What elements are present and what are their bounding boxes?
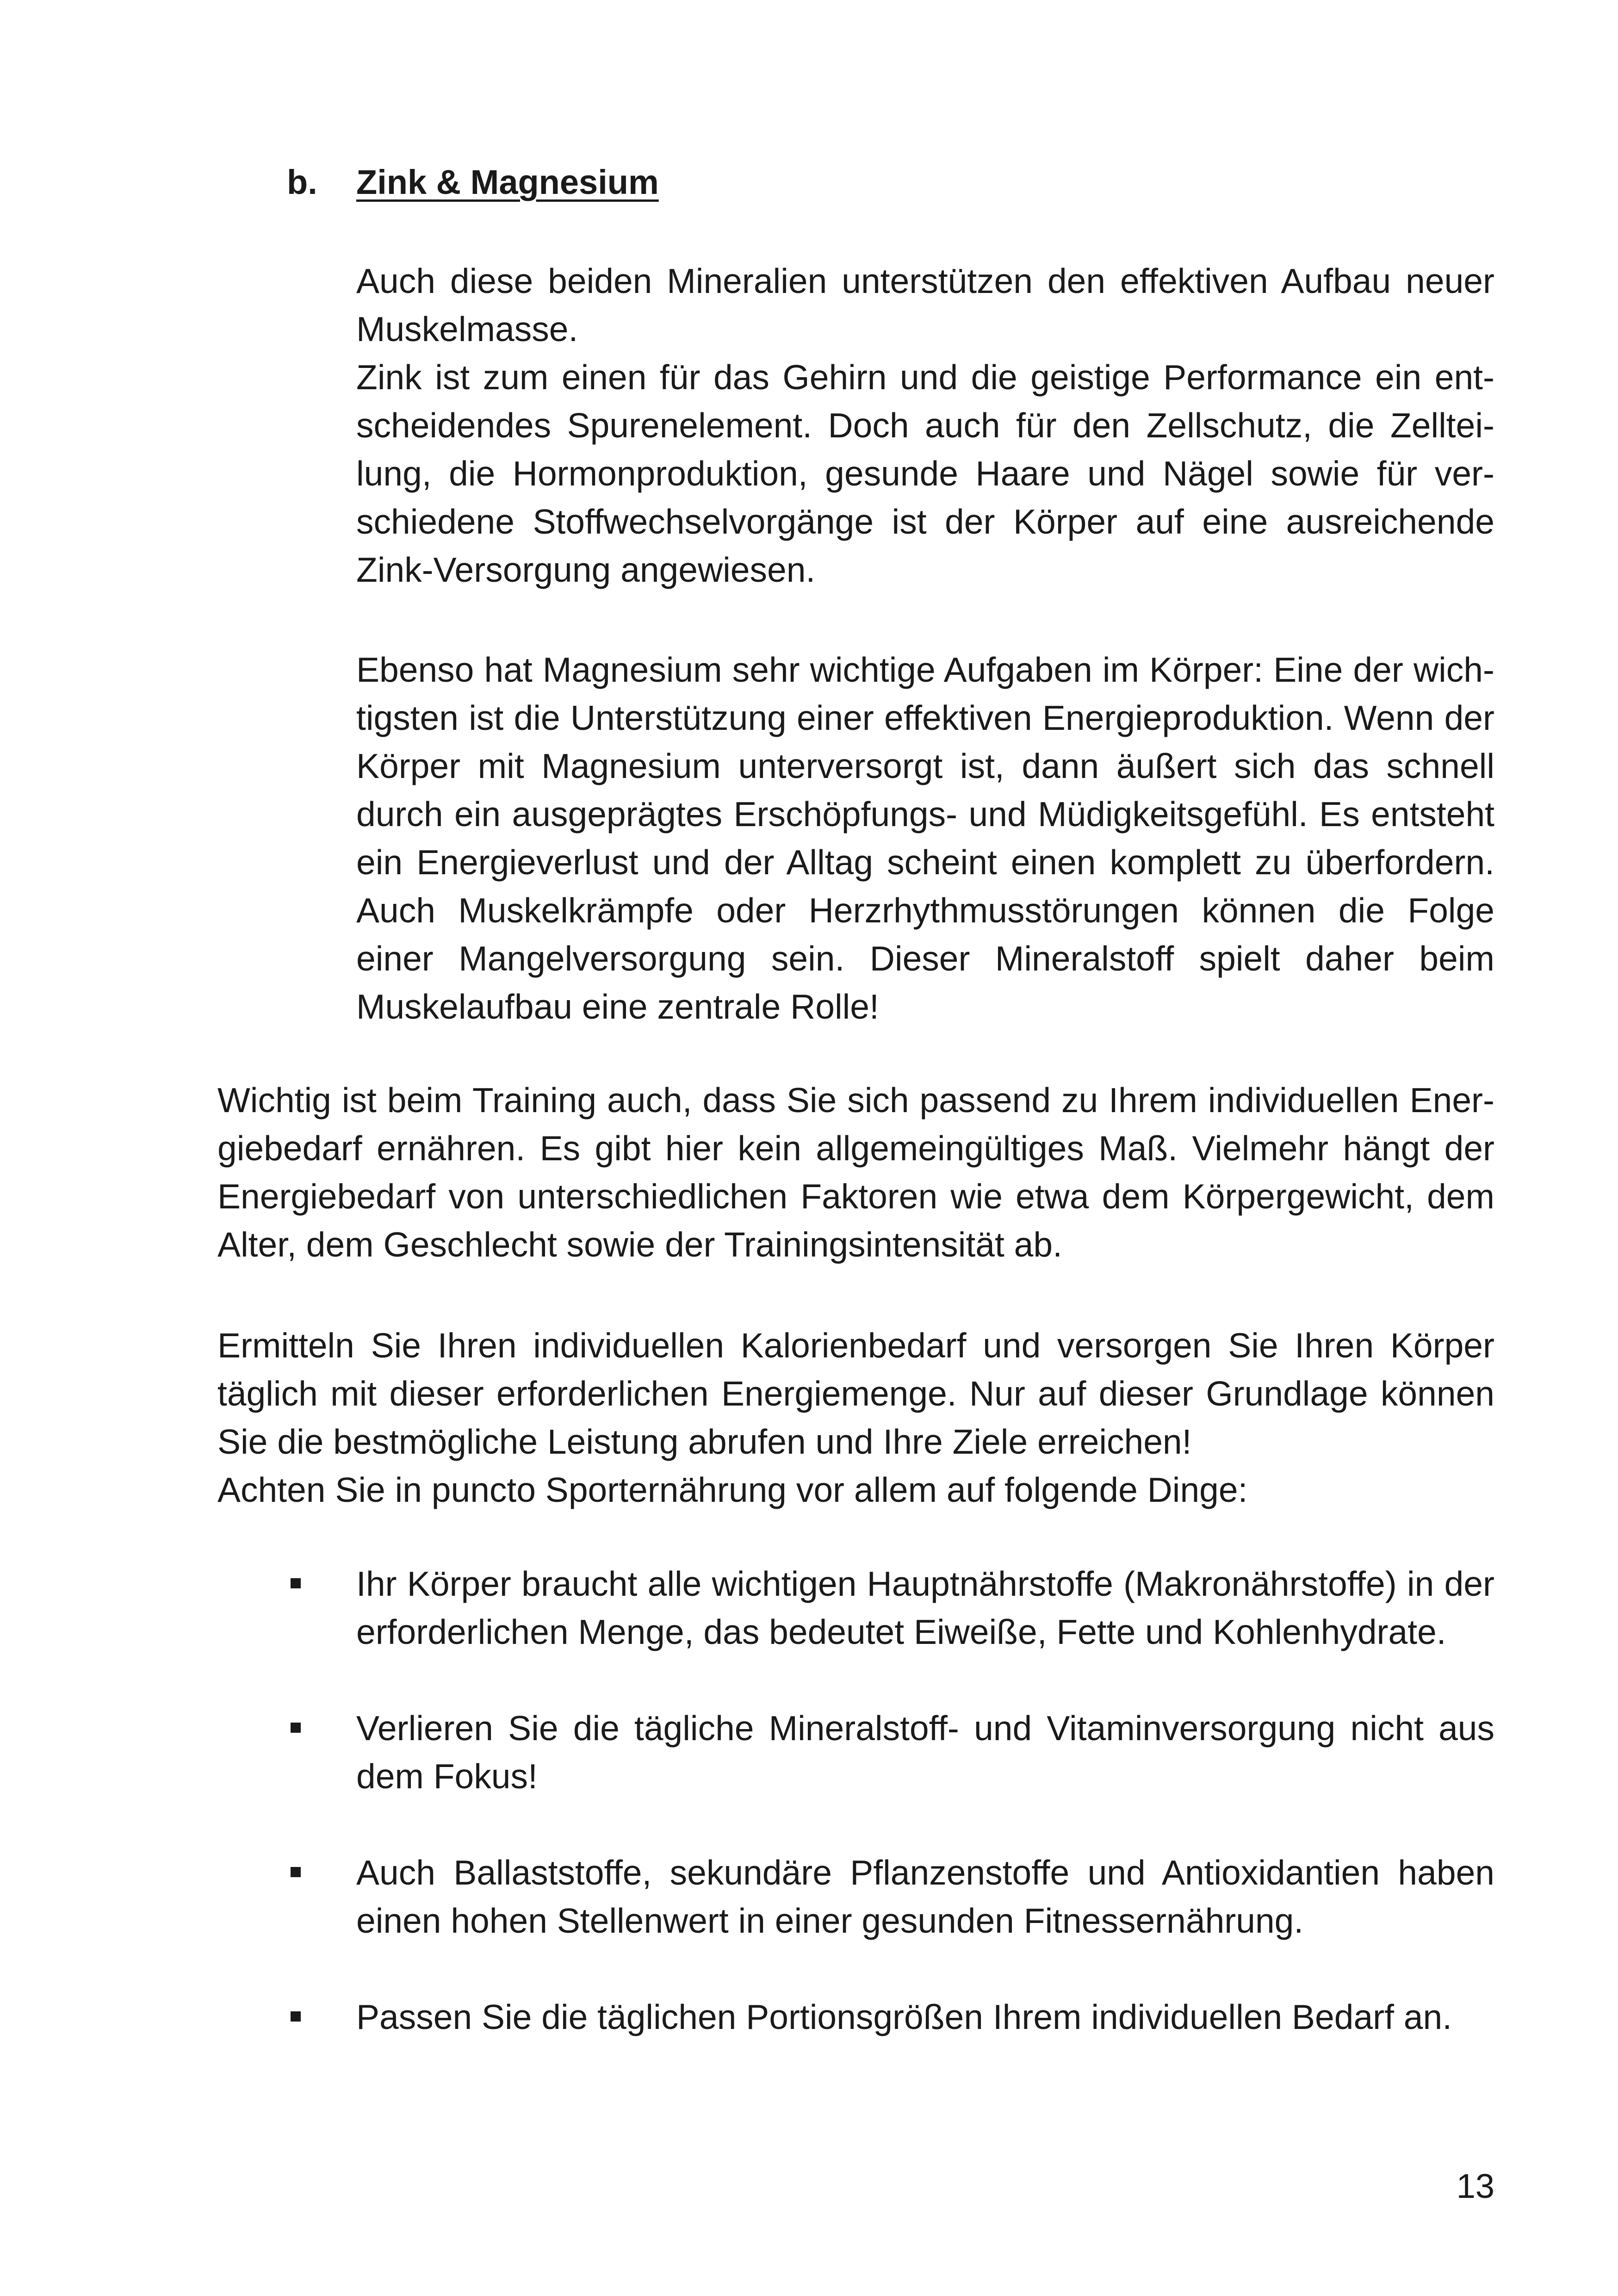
list-item-text: Passen Sie die täglichen Portionsgrößen Ihrem individuellen Bedarf an. xyxy=(356,1997,1452,2036)
paragraph-zinc xyxy=(356,257,1494,594)
paragraph-line: Ermitteln Sie Ihren individuellen Kalorienbedarf und versorgen Sie Ihren Körper täglich mit dieser erforderlichen Energiemenge. Nur auf dieser Grundlage können Sie die bestmögliche Leistung abrufen und Ihre Ziele erreichen! xyxy=(217,1326,1494,1461)
page-number: 13 xyxy=(1456,2167,1494,2205)
list-item-text: Verlieren Sie die tägliche Mineralstoff- und Vitaminversorgung nicht aus dem Fokus! xyxy=(356,1709,1494,1796)
list-item xyxy=(287,1848,1494,1945)
section-title: Zink & Magnesium xyxy=(356,163,659,201)
list-item-text: Auch Ballaststoffe, sekundäre Pflanzenstoffe und Antioxidantien haben einen hohen Stellenwert in einer gesunden Fitnessernährung. xyxy=(356,1853,1494,1940)
paragraph-line: Ebenso hat Magnesium sehr wichtige Aufgaben im Körper: Eine der wichtigsten ist die Unterstützung einer effektiven Energieproduktion. Wenn der Körper mit Magnesium unterversorgt ist, dann äußert sich das schnell durch ein ausgeprägtes Erschöpfungs- und Müdigkeitsgefühl. Es entsteht ein Energieverlust und der Alltag scheint einen komplett zu überfordern. Auch Muskelkrämpfe oder Herzrhythmusstörungen können die Folge einer Mangelversorgung sein. Dieser Mineralstoff spielt daher beim Muskelaufbau eine zentrale Rolle! xyxy=(356,650,1494,1026)
square-bullet-icon xyxy=(291,2011,301,2022)
list-item xyxy=(287,1993,1494,2041)
square-bullet-icon xyxy=(291,1578,301,1588)
paragraph-energy-demand xyxy=(217,1076,1494,1269)
paragraph-line: Achten Sie in puncto Sporternährung vor allem auf folgende Dinge: xyxy=(217,1470,1248,1509)
list-item xyxy=(287,1704,1494,1800)
section-heading xyxy=(287,162,659,203)
paragraph-line: Wichtig ist beim Training auch, dass Sie sich passend zu Ihrem individuellen Energiebedarf ernähren. Es gibt hier kein allgemeingültiges Maß. Vielmehr hängt der Energiebedarf von unterschiedlichen Faktoren wie etwa dem Körpergewicht, dem Alter, dem Geschlecht sowie der Trainingsintensität ab. xyxy=(217,1081,1494,1264)
list-item xyxy=(287,1560,1494,1656)
paragraph-line: Zink ist zum einen für das Gehirn und die geistige Performance ein entscheidendes Spurenelement. Doch auch für den Zellschutz, die Zellteilung, die Hormonproduktion, gesunde Haare und Nägel sowie für verschiedene Stoffwechselvorgänge ist der Körper auf eine ausreichende Zink-Versorgung angewiesen. xyxy=(356,358,1494,589)
paragraph-line: Auch diese beiden Mineralien unterstützen den effektiven Aufbau neuer Muskelmasse. xyxy=(356,261,1494,348)
list-item-text: Ihr Körper braucht alle wichtigen Hauptnährstoffe (Makronährstoffe) in der erforderlichen Menge, das bedeutet Eiweiße, Fette und Kohlenhydrate. xyxy=(356,1564,1494,1651)
paragraph-magnesium xyxy=(356,646,1494,1031)
square-bullet-icon xyxy=(291,1867,301,1877)
square-bullet-icon xyxy=(291,1723,301,1733)
paragraph-calorie-demand xyxy=(217,1321,1494,1514)
section-letter: b. xyxy=(287,163,317,201)
nutrition-bullet-list xyxy=(287,1560,1494,2041)
